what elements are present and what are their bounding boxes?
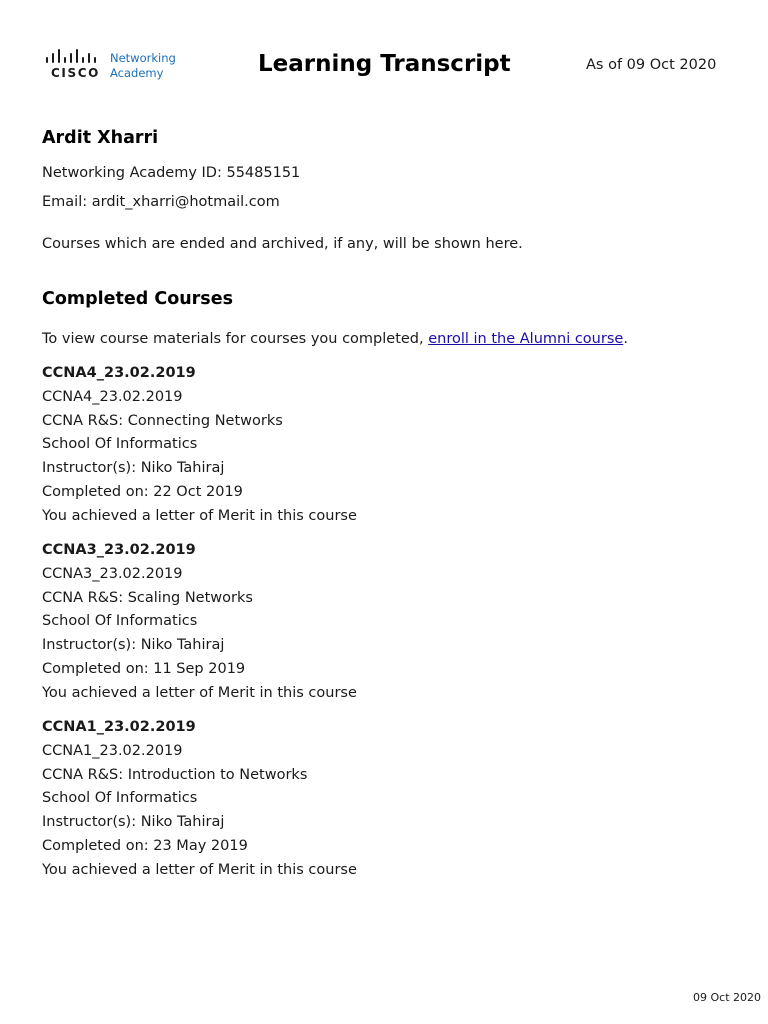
- course-completed-on: Completed on: 11 Sep 2019: [42, 660, 246, 677]
- academy-id: Networking Academy ID: 55485151: [42, 165, 301, 181]
- course-code: CCNA3_23.02.2019: [42, 542, 196, 558]
- cisco-networking-academy-logo: [46, 49, 186, 83]
- course-entry: [42, 716, 642, 883]
- course-instructor: Instructor(s): Niko Tahiraj: [42, 814, 225, 831]
- course-achievement: You achieved a letter of Merit in this course: [42, 507, 357, 524]
- course-code: CCNA4_23.02.2019: [42, 365, 196, 381]
- course-school: School Of Informatics: [42, 613, 198, 630]
- course-section: CCNA4_23.02.2019: [42, 388, 183, 405]
- archived-courses-note: Courses which are ended and archived, if any, will be shown here.: [42, 236, 523, 252]
- course-achievement: You achieved a letter of Merit in this course: [42, 861, 357, 878]
- footer-date: 09 Oct 2020: [693, 991, 762, 1004]
- course-school: School Of Informatics: [42, 436, 198, 453]
- as-of-date: As of 09 Oct 2020: [586, 57, 717, 73]
- course-section: CCNA3_23.02.2019: [42, 565, 183, 582]
- course-name: CCNA R&S: Connecting Networks: [42, 412, 283, 429]
- course-entry: [42, 362, 642, 529]
- course-achievement: You achieved a letter of Merit in this course: [42, 684, 357, 701]
- course-completed-on: Completed on: 22 Oct 2019: [42, 483, 243, 500]
- alumni-intro-suffix: .: [623, 331, 628, 347]
- logo-wordmark: CISCO: [51, 66, 100, 80]
- course-entry: [42, 539, 642, 706]
- logo-product-line2: Academy: [110, 66, 164, 80]
- completed-courses-heading: Completed Courses: [42, 289, 234, 309]
- page-title: Learning Transcript: [258, 51, 511, 77]
- cisco-bars-icon: [46, 49, 102, 65]
- course-section: CCNA1_23.02.2019: [42, 742, 183, 759]
- course-instructor: Instructor(s): Niko Tahiraj: [42, 637, 225, 654]
- course-school: School Of Informatics: [42, 790, 198, 807]
- student-name: Ardit Xharri: [42, 128, 159, 148]
- alumni-intro: [42, 331, 628, 347]
- student-email: Email: ardit_xharri@hotmail.com: [42, 194, 280, 210]
- course-name: CCNA R&S: Introduction to Networks: [42, 766, 308, 783]
- alumni-intro-text: To view course materials for courses you completed,: [42, 331, 429, 347]
- course-code: CCNA1_23.02.2019: [42, 719, 196, 735]
- course-instructor: Instructor(s): Niko Tahiraj: [42, 460, 225, 477]
- course-completed-on: Completed on: 23 May 2019: [42, 837, 248, 854]
- course-name: CCNA R&S: Scaling Networks: [42, 589, 253, 606]
- alumni-course-link[interactable]: enroll in the Alumni course: [428, 331, 624, 347]
- logo-product-line1: Networking: [110, 51, 176, 65]
- logo-product-name: [110, 51, 176, 81]
